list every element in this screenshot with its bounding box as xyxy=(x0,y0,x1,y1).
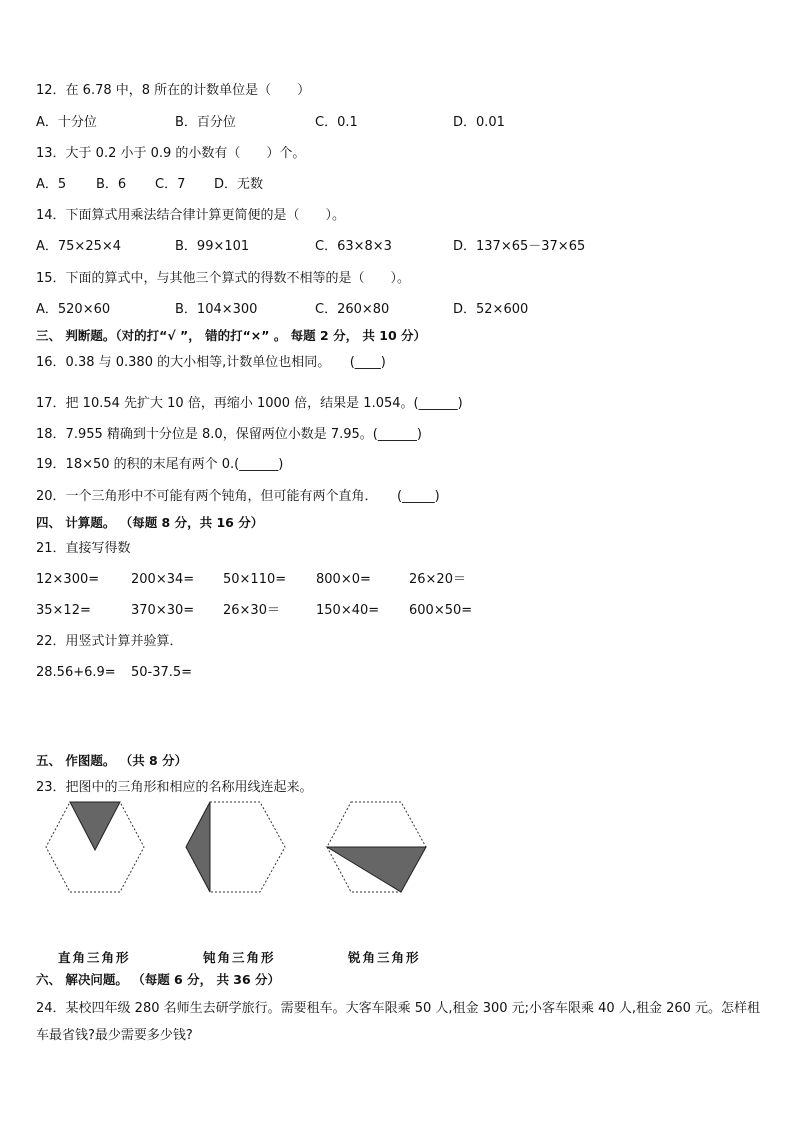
q21-r2-c5: 600×50= xyxy=(409,603,473,618)
q14-option-b: B．99×101 xyxy=(175,239,250,254)
q12-option-a: A．十分位 xyxy=(36,115,97,130)
q21-r1-c1: 12×300= xyxy=(36,572,100,587)
q21-r2-c1: 35×12= xyxy=(36,603,91,618)
section-4-heading: 四、 计算题。 （每题 8 分，共 16 分） xyxy=(36,515,264,530)
q21-r1-c2: 200×34= xyxy=(131,572,195,587)
section-6-heading: 六、 解决问题。 （每题 6 分， 共 36 分） xyxy=(36,972,281,987)
label-acute-triangle: 锐角三角形 xyxy=(348,950,421,965)
hexagon-figure-3 xyxy=(327,802,426,892)
q22-item-1: 28.56+6.9= xyxy=(36,665,116,680)
hexagon-figure-2 xyxy=(186,802,285,892)
q21-r2-c3: 26×30＝ xyxy=(223,603,280,618)
q15-option-b: B．104×300 xyxy=(175,302,258,317)
q21-r1-c3: 50×110= xyxy=(223,572,287,587)
question-22-stem: 22．用竖式计算并验算． xyxy=(36,634,183,649)
question-20: 20．一个三角形中不可能有两个钝角，但可能有两个直角． (_____) xyxy=(36,489,440,504)
q13-option-d: D．无数 xyxy=(214,177,264,192)
question-19: 19．18×50 的积的末尾有两个 0.(______) xyxy=(36,457,284,472)
question-21-stem: 21．直接写得数 xyxy=(36,541,131,556)
q14-option-c: C．63×8×3 xyxy=(315,239,392,254)
q14-option-d: D．137×65－37×65 xyxy=(453,239,586,254)
question-15-stem: 15．下面的算式中，与其他三个算式的得数不相等的是（ ）。 xyxy=(36,271,411,286)
q21-r2-c2: 370×30= xyxy=(131,603,195,618)
q14-option-a: A．75×25×4 xyxy=(36,239,122,254)
hexagon-figure-1 xyxy=(46,802,144,892)
section-5-heading: 五、 作图题。 （共 8 分） xyxy=(36,753,188,768)
question-24: 24．某校四年级 280 名师生去研学旅行。需要租车。大客车限乘 50 人,租金 300 元;小客车限乘 40 人,租金 260 元。怎样租车最省钱?最少需要多少钱? xyxy=(36,1001,761,1043)
triangle-figures xyxy=(36,800,476,910)
question-12-stem: 12．在 6.78 中，8 所在的计数单位是（ ） xyxy=(36,83,311,98)
q13-option-a: A．5 xyxy=(36,177,67,192)
q21-r2-c4: 150×40= xyxy=(316,603,380,618)
question-13-stem: 13．大于 0.2 小于 0.9 的小数有（ ）个。 xyxy=(36,146,306,161)
q21-r1-c4: 800×0= xyxy=(316,572,371,587)
section-3-heading: 三、 判断题。（对的打“√ ”， 错的打“×” 。 每题 2 分， 共 10 分） xyxy=(36,328,427,343)
q21-r1-c5: 26×20＝ xyxy=(409,572,466,587)
question-16: 16．0.38 与 0.380 的大小相等,计数单位也相同。 (____) xyxy=(36,355,386,370)
q22-item-2: 50-37.5= xyxy=(131,665,193,680)
question-17: 17．把 10.54 先扩大 10 倍，再缩小 1000 倍，结果是 1.054。(______) xyxy=(36,396,463,411)
q13-option-b: B．6 xyxy=(96,177,127,192)
question-18: 18．7.955 精确到十分位是 8.0，保留两位小数是 7.95。(______) xyxy=(36,427,422,442)
question-14-stem: 14．下面算式用乘法结合律计算更简便的是（ ）。 xyxy=(36,208,346,223)
label-right-triangle: 直角三角形 xyxy=(58,950,131,965)
q15-option-a: A．520×60 xyxy=(36,302,111,317)
q15-option-c: C．260×80 xyxy=(315,302,390,317)
q12-option-d: D．0.01 xyxy=(453,115,505,130)
q12-option-b: B．百分位 xyxy=(175,115,236,130)
q12-option-c: C．0.1 xyxy=(315,115,358,130)
q13-option-c: C．7 xyxy=(155,177,186,192)
q15-option-d: D．52×600 xyxy=(453,302,529,317)
label-obtuse-triangle: 钝角三角形 xyxy=(203,950,276,965)
question-23-stem: 23．把图中的三角形和相应的名称用线连起来。 xyxy=(36,780,313,795)
